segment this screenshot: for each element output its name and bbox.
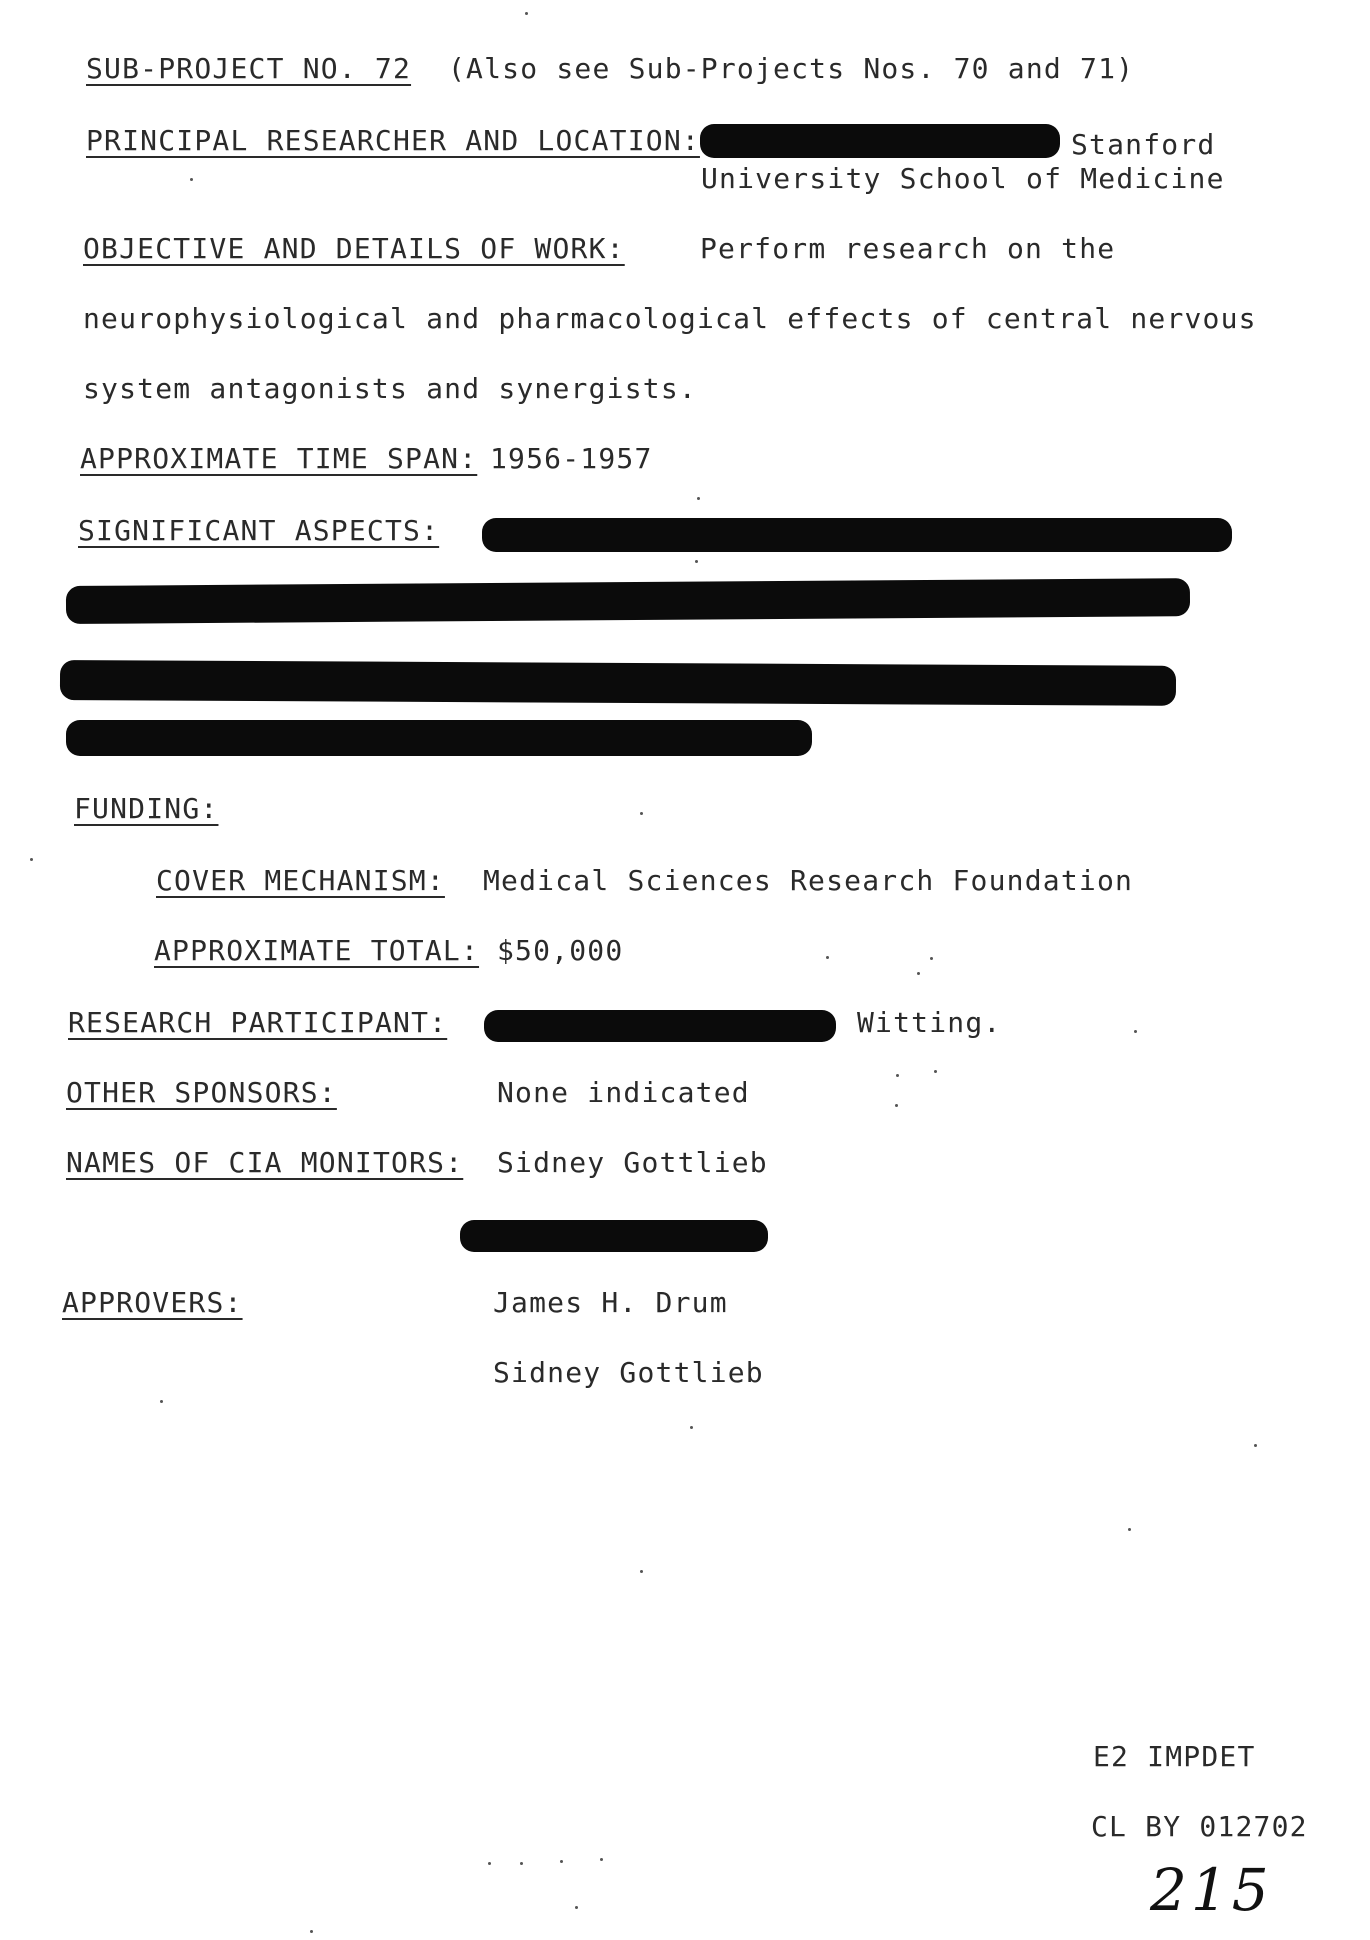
scan-speck	[520, 1862, 523, 1865]
approver-name-2: Sidney Gottlieb	[493, 1356, 764, 1389]
scan-speck	[1128, 1528, 1131, 1531]
timespan-value: 1956-1957	[490, 442, 653, 475]
cover-mechanism-value: Medical Sciences Research Foundation	[483, 864, 1134, 897]
classification-line1: E2 IMPDET	[1093, 1740, 1256, 1773]
classification-line2: CL BY 012702	[1091, 1810, 1308, 1843]
scan-speck	[697, 497, 700, 500]
scan-speck	[310, 1930, 313, 1933]
funding-label: FUNDING:	[74, 792, 219, 825]
scan-speck	[575, 1906, 578, 1909]
approver-name-1: James H. Drum	[493, 1286, 728, 1319]
redaction-significant-2	[66, 578, 1190, 624]
principal-label: PRINCIPAL RESEARCHER AND LOCATION:	[86, 124, 700, 157]
objective-line2: neurophysiological and pharmacological effects of central nervous	[83, 302, 1257, 335]
scan-speck	[917, 972, 920, 975]
objective-line1: Perform research on the	[700, 232, 1116, 265]
scan-speck	[30, 858, 33, 861]
redaction-participant-name	[484, 1010, 836, 1042]
participant-label: RESEARCH PARTICIPANT:	[68, 1006, 448, 1039]
location-line2: University School of Medicine	[701, 162, 1225, 195]
redaction-researcher-name	[700, 124, 1060, 158]
scan-speck	[896, 1074, 899, 1077]
scan-speck	[488, 1862, 491, 1865]
scan-speck	[934, 1070, 937, 1073]
scan-speck	[695, 560, 698, 563]
subproject-note: (Also see Sub-Projects Nos. 70 and 71)	[448, 52, 1135, 85]
approvers-label: APPROVERS:	[62, 1286, 243, 1319]
sponsors-label: OTHER SPONSORS:	[66, 1076, 337, 1109]
handwritten-page-number: 215	[1150, 1856, 1273, 1924]
monitors-value: Sidney Gottlieb	[497, 1146, 768, 1179]
cover-mechanism-label: COVER MECHANISM:	[156, 864, 445, 897]
scan-speck	[930, 957, 933, 960]
subproject-label: SUB-PROJECT NO. 72	[86, 52, 412, 85]
scan-speck	[826, 956, 829, 959]
location-line1: Stanford	[1071, 128, 1216, 161]
objective-label: OBJECTIVE AND DETAILS OF WORK:	[83, 232, 625, 265]
scan-speck	[895, 1104, 898, 1107]
objective-line3: system antagonists and synergists.	[83, 372, 697, 405]
monitors-label: NAMES OF CIA MONITORS:	[66, 1146, 464, 1179]
redaction-monitor-name	[460, 1220, 768, 1252]
redaction-significant-3	[60, 660, 1176, 706]
scan-speck	[525, 12, 528, 15]
scan-speck	[1254, 1444, 1257, 1447]
redaction-significant-4	[66, 720, 812, 756]
approximate-total-label: APPROXIMATE TOTAL:	[154, 934, 480, 967]
approximate-total-value: $50,000	[497, 934, 624, 967]
sponsors-value: None indicated	[497, 1076, 750, 1109]
redaction-significant-1	[482, 518, 1232, 552]
scan-speck	[160, 1400, 163, 1403]
scan-speck	[690, 1426, 693, 1429]
scan-speck	[1134, 1030, 1137, 1033]
scan-speck	[560, 1860, 563, 1863]
scan-speck	[600, 1858, 603, 1861]
participant-value: Witting.	[857, 1006, 1002, 1039]
significant-label: SIGNIFICANT ASPECTS:	[78, 514, 440, 547]
scan-speck	[640, 1570, 643, 1573]
scan-speck	[190, 178, 193, 181]
timespan-label: APPROXIMATE TIME SPAN:	[80, 442, 478, 475]
scan-speck	[640, 812, 643, 815]
